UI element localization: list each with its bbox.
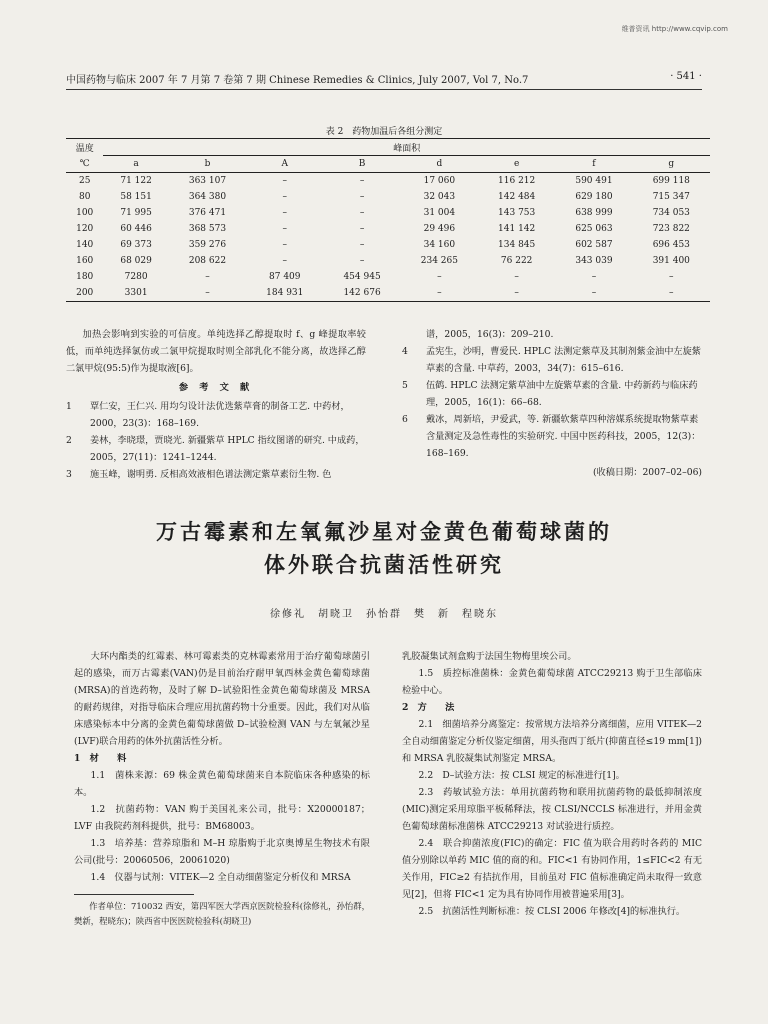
table-cell: – xyxy=(669,272,674,282)
reference-item xyxy=(402,411,702,462)
para-continuation: 乳胶凝集试剂盒购于法国生物梅里埃公司。 xyxy=(402,651,577,662)
table-cell: 391 400 xyxy=(652,256,690,266)
table-cell: 32 043 xyxy=(423,192,456,202)
reference-text: 戴冰，周新培，尹爱武，等. 新疆软紫草四种溶媒系统提取物紫草素含量测定及急性毒性的实验研究. 中国中医药科技，2005，12(3)：168–169. xyxy=(426,414,701,459)
reference-item xyxy=(66,466,366,483)
table-cell: – xyxy=(514,272,519,282)
reference-number: 4 xyxy=(402,346,408,357)
section-heading-materials: 1 材 料 xyxy=(74,753,127,764)
table-cell: 208 622 xyxy=(188,256,227,266)
para-1-3: 1.3 培养基：营养琼脂和 M–H 琼脂购于北京奥博星生物技术有限公司(批号：20060506，20061020) xyxy=(74,838,370,866)
table-cell: 363 107 xyxy=(188,176,227,186)
table-cell: – xyxy=(359,176,365,186)
table-cell: 723 822 xyxy=(652,224,690,234)
reference-text: 孟宪生，沙明，曹爱民. HPLC 法测定紫草及其制剂紫金油中左旋紫草素的含量. 中草药，2003，34(7)：615–616. xyxy=(426,346,701,374)
table-col-header: a xyxy=(103,156,168,173)
table-cell: 602 587 xyxy=(575,240,613,250)
references-right xyxy=(402,343,702,462)
watermark: 维普资讯 http://www.cqvip.com xyxy=(621,25,728,33)
table-cell: 116 212 xyxy=(498,176,536,186)
table-cell: – xyxy=(282,208,288,218)
para-1-4: 1.4 仪器与试剂：VITEK—2 全自动细菌鉴定分析仪和 MRSA xyxy=(90,872,351,883)
journal-header: 中国药物与临床 2007 年 7 月第 7 卷第 7 期 Chinese Remedies & Clinics, July 2007, Vol 7, No.7 xyxy=(66,75,529,86)
table-cell: 142 676 xyxy=(323,285,400,302)
table-cell: 76 222 xyxy=(500,256,533,266)
table-header-peak: 峰面积 xyxy=(103,139,710,156)
reference-item xyxy=(66,432,366,466)
reference-continuation: 谱，2005，16(3)：209–210. xyxy=(426,329,554,340)
para-1-5: 1.5 质控标准菌株：金黄色葡萄球菌 ATCC29213 购于卫生部临床检验中心。 xyxy=(402,668,702,696)
table-cell: 58 151 xyxy=(120,192,152,202)
table-cell: 180 xyxy=(76,272,94,282)
table-cell: – xyxy=(633,285,710,302)
table-cell: 696 453 xyxy=(652,240,690,250)
running-header xyxy=(66,71,702,90)
table-cell: 31 004 xyxy=(423,208,456,218)
table-cell: 699 118 xyxy=(652,176,690,186)
table-cell: – xyxy=(359,224,365,234)
table-cell: – xyxy=(205,272,210,282)
table-cell: 17 060 xyxy=(423,176,456,186)
table-cell: – xyxy=(591,272,597,282)
table-cell: 734 053 xyxy=(652,208,690,218)
table-row xyxy=(66,237,710,253)
reference-item xyxy=(66,398,366,432)
table-cell: 34 160 xyxy=(423,240,456,250)
table-header-unit: ℃ xyxy=(66,156,103,173)
table-cell: 68 029 xyxy=(120,256,152,266)
left-column-top xyxy=(66,326,366,483)
table-cell: – xyxy=(555,285,632,302)
table-cell: 234 265 xyxy=(420,256,458,266)
table-col-header: d xyxy=(401,156,478,173)
table-row xyxy=(66,221,710,237)
table-row xyxy=(66,173,710,190)
reference-text: 姜林，李晓璟，贾晓光. 新疆紫草 HPLC 指纹图谱的研究. 中成药，2005，27(11)：1241–1244. xyxy=(90,435,365,463)
table-cell: 142 484 xyxy=(498,192,536,202)
table-row xyxy=(66,205,710,221)
para-2-2: 2.2 D–试验方法：按 CLSI 规定的标准进行[1]。 xyxy=(418,770,625,781)
table-cell: 71 995 xyxy=(120,208,152,218)
reference-number: 3 xyxy=(66,469,72,480)
table-cell: 100 xyxy=(76,208,94,218)
reference-item xyxy=(402,377,702,411)
data-table xyxy=(66,138,710,302)
table-cell: 200 xyxy=(66,285,103,302)
table-cell: 140 xyxy=(76,240,94,250)
intro-paragraph: 大环内酯类的红霉素、林可霉素类的克林霉素常用于治疗葡萄球菌引起的感染，而万古霉素(VAN)仍是目前治疗耐甲氧西林金黄色葡萄球菌(MRSA)的首选药物，及时了解 D–试验阳性金黄色葡萄球菌及 MRSA 的耐药规律，对指导临床合理应用抗菌药物十分重要。因此，我们对从临床感染标本中分离的金黄色葡萄球菌做 D–试验检测 VAN 与左氧氟沙星(LVF)联合用药的体外抗菌活性分析。 xyxy=(74,651,370,747)
table-col-header: f xyxy=(555,156,632,173)
table-cell: 120 xyxy=(76,224,94,234)
reference-number: 5 xyxy=(402,380,408,391)
section-heading-methods: 2 方 法 xyxy=(402,702,455,713)
table-header-temp: 温度 xyxy=(66,139,103,156)
title-line-1: 万古霉素和左氧氟沙星对金黄色葡萄球菌的 xyxy=(156,519,612,544)
table-cell: 160 xyxy=(76,256,94,266)
article-title xyxy=(0,515,768,581)
author-affiliation: 作者单位：710032 西安，第四军医大学西京医院检验科(徐修礼，孙怡群，樊新，程晓东)；陕西省中医医院检验科(胡晓卫) xyxy=(74,901,370,926)
table-cell: 590 491 xyxy=(575,176,613,186)
table-row xyxy=(66,253,710,269)
reference-number: 1 xyxy=(66,401,72,412)
references-left xyxy=(66,398,366,483)
para-2-1: 2.1 细菌培养分离鉴定：按常规方法培养分离细菌，应用 VITEK—2 全自动细菌鉴定分析仪鉴定细菌，用头孢西丁纸片(抑菌直径≤19 mm[1])和 MRSA 乳胶凝集试剂鉴定 MRSA。 xyxy=(402,719,702,764)
table-cell: – xyxy=(359,192,365,202)
para-2-3: 2.3 药敏试验方法：单用抗菌药物和联用抗菌药物的最低抑制浓度(MIC)测定采用琼脂平板稀释法，按 CLSI/NCCLS 标准进行，并用金黄色葡萄球菌标准菌株 ATCC29213 对试验进行质控。 xyxy=(402,787,702,832)
table-col-header: e xyxy=(478,156,555,173)
table-col-header: B xyxy=(323,156,400,173)
table-cell: 60 446 xyxy=(120,224,152,234)
para-2-5: 2.5 抗菌活性判断标准：按 CLSI 2006 年修改[4]的标准执行。 xyxy=(418,906,686,917)
table-cell: 638 999 xyxy=(575,208,613,218)
table-cell: 715 347 xyxy=(652,192,690,202)
reference-text: 覃仁安，王仁兴. 用均匀设计法优选紫草膏的制备工艺. 中药材，2000，23(3)：168–169. xyxy=(90,401,350,429)
table-cell: – xyxy=(359,240,365,250)
table-cell: – xyxy=(359,256,365,266)
table-cell: 3301 xyxy=(103,285,168,302)
table-cell: – xyxy=(401,285,478,302)
reference-item xyxy=(402,343,702,377)
table-cell: 364 380 xyxy=(188,192,227,202)
reference-number: 2 xyxy=(66,435,72,446)
left-column-body xyxy=(74,648,370,929)
table-cell: 184 931 xyxy=(246,285,323,302)
table-cell: 359 276 xyxy=(188,240,227,250)
table-cell: – xyxy=(282,224,288,234)
received-date: (收稿日期：2007–02–06) xyxy=(592,467,702,478)
table-row xyxy=(66,189,710,205)
right-column-top xyxy=(402,326,702,481)
table-cell: 343 039 xyxy=(575,256,613,266)
para-2-4: 2.4 联合抑菌浓度(FIC)的确定：FIC 值为联合用药时各药的 MIC 值分别除以单药 MIC 值的商的和。FIC<1 有协同作用，1≤FIC<2 有无关作用，FIC≥2 有拮抗作用，目前虽对 FIC 值标准确定尚未取得一致意见[2]，但将 FIC<1 定为具有协同作用被普遍采用[3]。 xyxy=(402,838,702,900)
para-1-1: 1.1 菌株来源：69 株金黄色葡萄球菌来自本院临床各种感染的标本。 xyxy=(74,770,370,798)
para-1-2: 1.2 抗菌药物：VAN 购于美国礼来公司，批号：X20000187；LVF 由我院药剂科提供，批号：BM68003。 xyxy=(74,804,370,832)
table-cell: 71 122 xyxy=(120,176,152,186)
reference-text: 伍鹤. HPLC 法测定紫草油中左旋紫草素的含量. 中药新药与临床药理，2005，16(1)：66–68. xyxy=(426,380,698,408)
table-cell: 141 142 xyxy=(498,224,536,234)
table-cell: 7280 xyxy=(124,272,148,282)
footnote-divider xyxy=(74,894,194,895)
table-row xyxy=(66,269,710,285)
table-cell: – xyxy=(478,285,555,302)
table-cell: 134 845 xyxy=(498,240,536,250)
table-cell: – xyxy=(282,192,288,202)
table-cell: 87 409 xyxy=(269,272,301,282)
table-cell: 25 xyxy=(78,176,91,186)
table-cell: – xyxy=(282,240,288,250)
table-col-header: b xyxy=(169,156,246,173)
table-cell: – xyxy=(359,208,365,218)
table-cell: 368 573 xyxy=(188,224,227,234)
table-caption: 表 2 药物加温后各组分测定 xyxy=(325,127,443,137)
author-list: 徐修礼 胡晓卫 孙怡群 樊 新 程晓东 xyxy=(270,609,498,620)
table-cell: 143 753 xyxy=(498,208,536,218)
title-line-2: 体外联合抗菌活性研究 xyxy=(264,552,504,577)
table-cell: 629 180 xyxy=(575,192,613,202)
prev-article-text: 加热会影响到实验的可信度。单纯选择乙醇提取时 f、g 峰提取率较低，而单纯选择氯仿或二氯甲烷提取时则全部乳化不能分离，故选择乙醇二氯甲烷(95:5)作为提取液[6]。 xyxy=(66,329,366,374)
table-cell: – xyxy=(169,285,246,302)
reference-text: 施玉峰，谢明勇. 反相高效液相色谱法测定紫草素衍生物. 色 xyxy=(90,469,332,480)
page-number: · 541 · xyxy=(670,71,702,82)
table-col-header: g xyxy=(633,156,710,173)
table-cell: 69 373 xyxy=(120,240,152,250)
table-cell: 376 471 xyxy=(188,208,227,218)
table-cell: 29 496 xyxy=(423,224,456,234)
table-cell: – xyxy=(282,176,288,186)
table-cell: 625 063 xyxy=(575,224,613,234)
reference-number: 6 xyxy=(402,414,408,425)
table-cell: – xyxy=(282,256,288,266)
right-column-body xyxy=(402,648,702,920)
table-cell: – xyxy=(437,272,442,282)
table-cell: 454 945 xyxy=(343,272,381,282)
table-row xyxy=(66,285,710,302)
table-col-header: A xyxy=(246,156,323,173)
table-cell: 80 xyxy=(78,192,91,202)
references-title: 参 考 文 献 xyxy=(178,382,254,393)
